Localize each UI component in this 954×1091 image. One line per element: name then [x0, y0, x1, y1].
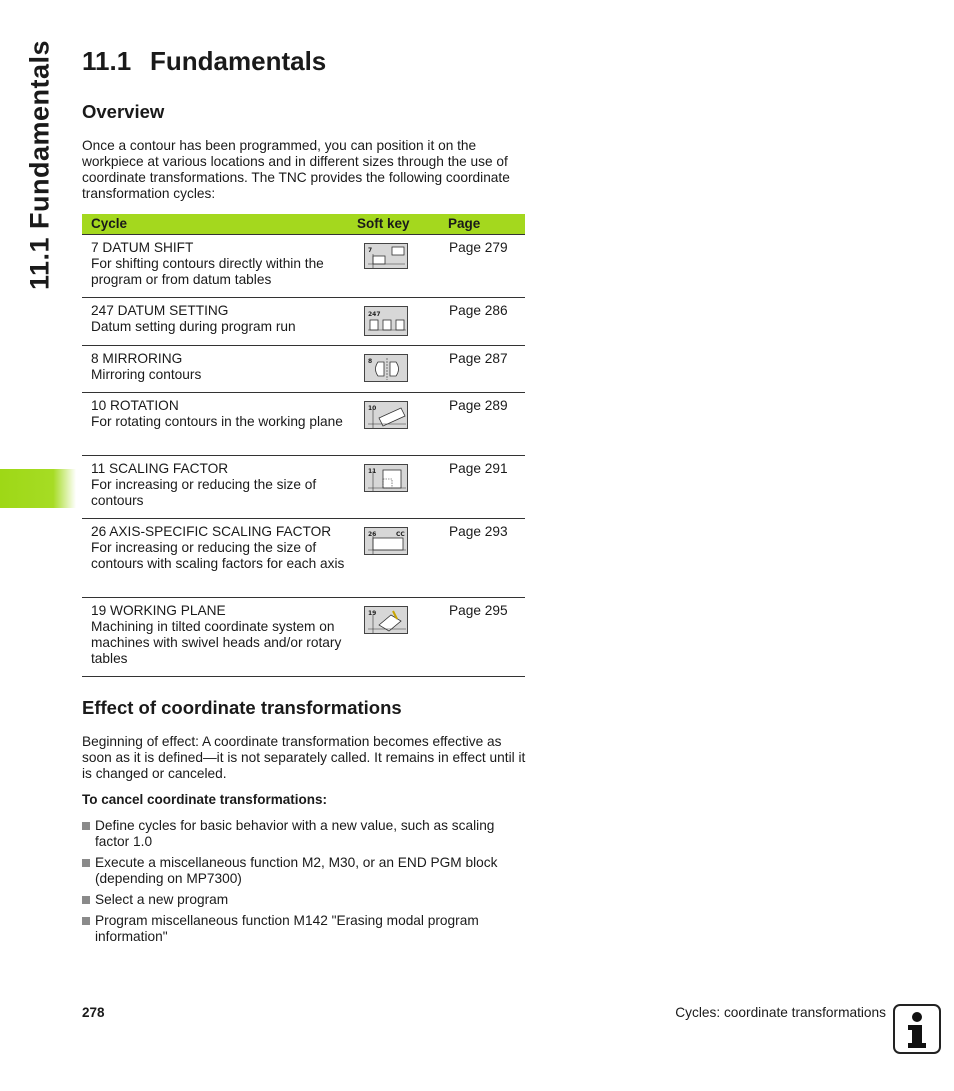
section-number: 11.1	[82, 46, 132, 76]
section-title: Fundamentals	[150, 46, 327, 76]
softkey-cell	[355, 346, 440, 393]
cycle-name: 247 DATUM SETTING	[91, 303, 229, 318]
softkey-label: 11	[368, 468, 377, 475]
table-header-row	[82, 214, 525, 235]
table-row	[82, 456, 525, 519]
cycle-description: Mirroring contours	[91, 367, 202, 382]
cycle-cell	[82, 456, 355, 519]
datum-shift-softkey-icon[interactable]	[364, 243, 408, 269]
page-number: 278	[82, 1005, 105, 1020]
chapter-tab-marker	[0, 469, 76, 508]
side-chapter-title-text: 11.1 Fundamentals	[24, 39, 55, 291]
softkey-cell	[355, 393, 440, 456]
list-item-text: Select a new program	[95, 892, 229, 907]
cycle-name: 10 ROTATION	[91, 398, 179, 413]
rotation-softkey-icon[interactable]	[364, 401, 408, 429]
bullet-square-icon	[82, 822, 90, 830]
table-row	[82, 298, 525, 346]
datum-setting-softkey-icon[interactable]	[364, 306, 408, 336]
cancel-label: To cancel coordinate transformations:	[82, 792, 328, 807]
footer-chapter-title: Cycles: coordinate transformations	[675, 1005, 886, 1020]
bullet-square-icon	[82, 917, 90, 925]
page-cell: Page 287	[440, 346, 525, 393]
mirroring-softkey-icon[interactable]	[364, 354, 408, 382]
column-header-page: Page	[440, 214, 525, 235]
softkey-cell	[355, 456, 440, 519]
list-item	[82, 913, 527, 945]
page-cell: Page 279	[440, 235, 525, 298]
softkey-label: 247	[368, 311, 381, 318]
softkey-label: 19	[368, 610, 377, 617]
scaling-factor-softkey-icon[interactable]	[364, 464, 408, 492]
cycle-description: For shifting contours directly within the program or from datum tables	[91, 256, 324, 287]
page-cell: Page 293	[440, 519, 525, 598]
effect-paragraph: Beginning of effect: A coordinate transformation becomes effective as soon as it is defined—it is not separately called. It remains in effect until it is changed or canceled.	[82, 734, 526, 781]
page-title	[82, 46, 326, 77]
softkey-label: 7	[368, 247, 373, 254]
list-item	[82, 855, 527, 887]
cancel-bullet-list	[82, 818, 527, 950]
cycle-cell	[82, 519, 355, 598]
table-row	[82, 346, 525, 393]
cycle-cell	[82, 298, 355, 346]
cycle-description: Machining in tilted coordinate system on machines with swivel heads and/or rotary tables	[91, 619, 342, 666]
cycles-table	[82, 214, 525, 677]
list-item	[82, 818, 527, 850]
cycle-name: 26 AXIS-SPECIFIC SCALING FACTOR	[91, 524, 332, 539]
cycle-cell	[82, 235, 355, 298]
cycle-description: For rotating contours in the working plane	[91, 414, 343, 429]
softkey-label-cc: CC	[396, 531, 405, 538]
overview-heading: Overview	[82, 101, 165, 122]
axis-scaling-softkey-icon[interactable]	[364, 527, 408, 555]
bullet-square-icon	[82, 859, 90, 867]
softkey-label: 26	[368, 531, 377, 538]
list-item-text: Execute a miscellaneous function M2, M30, or an END PGM block (depending on MP7300)	[95, 855, 498, 886]
cycle-name: 8 MIRRORING	[91, 351, 183, 366]
cycle-name: 7 DATUM SHIFT	[91, 240, 194, 255]
page-cell: Page 291	[440, 456, 525, 519]
softkey-label: 10	[368, 405, 377, 412]
table-row	[82, 519, 525, 598]
info-icon	[893, 1004, 941, 1054]
list-item-text: Define cycles for basic behavior with a new value, such as scaling factor 1.0	[95, 818, 495, 849]
softkey-cell	[355, 298, 440, 346]
bullet-square-icon	[82, 896, 90, 904]
page-cell: Page 286	[440, 298, 525, 346]
cycle-description: Datum setting during program run	[91, 319, 296, 334]
cycle-cell	[82, 346, 355, 393]
list-item	[82, 892, 527, 908]
softkey-label: 8	[368, 358, 373, 365]
effect-heading: Effect of coordinate transformations	[82, 697, 402, 718]
side-chapter-title	[10, 40, 70, 290]
overview-paragraph: Once a contour has been programmed, you can position it on the workpiece at various locations and in different sizes through the use of coordinate transformations. The TNC provides the following coordinate transformation cycles:	[82, 138, 510, 201]
cycle-cell	[82, 598, 355, 677]
page-cell: Page 295	[440, 598, 525, 677]
cycle-description: For increasing or reducing the size of contours	[91, 477, 317, 508]
column-header-softkey: Soft key	[355, 214, 440, 235]
softkey-cell	[355, 235, 440, 298]
table-row	[82, 393, 525, 456]
softkey-cell	[355, 519, 440, 598]
cycle-cell	[82, 393, 355, 456]
table-row	[82, 598, 525, 677]
table-row	[82, 235, 525, 298]
cycle-name: 19 WORKING PLANE	[91, 603, 226, 618]
column-header-cycle: Cycle	[82, 214, 355, 235]
list-item-text: Program miscellaneous function M142 "Erasing modal program information"	[95, 913, 479, 944]
softkey-cell	[355, 598, 440, 677]
page-cell: Page 289	[440, 393, 525, 456]
cycle-name: 11 SCALING FACTOR	[91, 461, 229, 476]
working-plane-softkey-icon[interactable]	[364, 606, 408, 634]
cycle-description: For increasing or reducing the size of contours with scaling factors for each axis	[91, 540, 345, 571]
